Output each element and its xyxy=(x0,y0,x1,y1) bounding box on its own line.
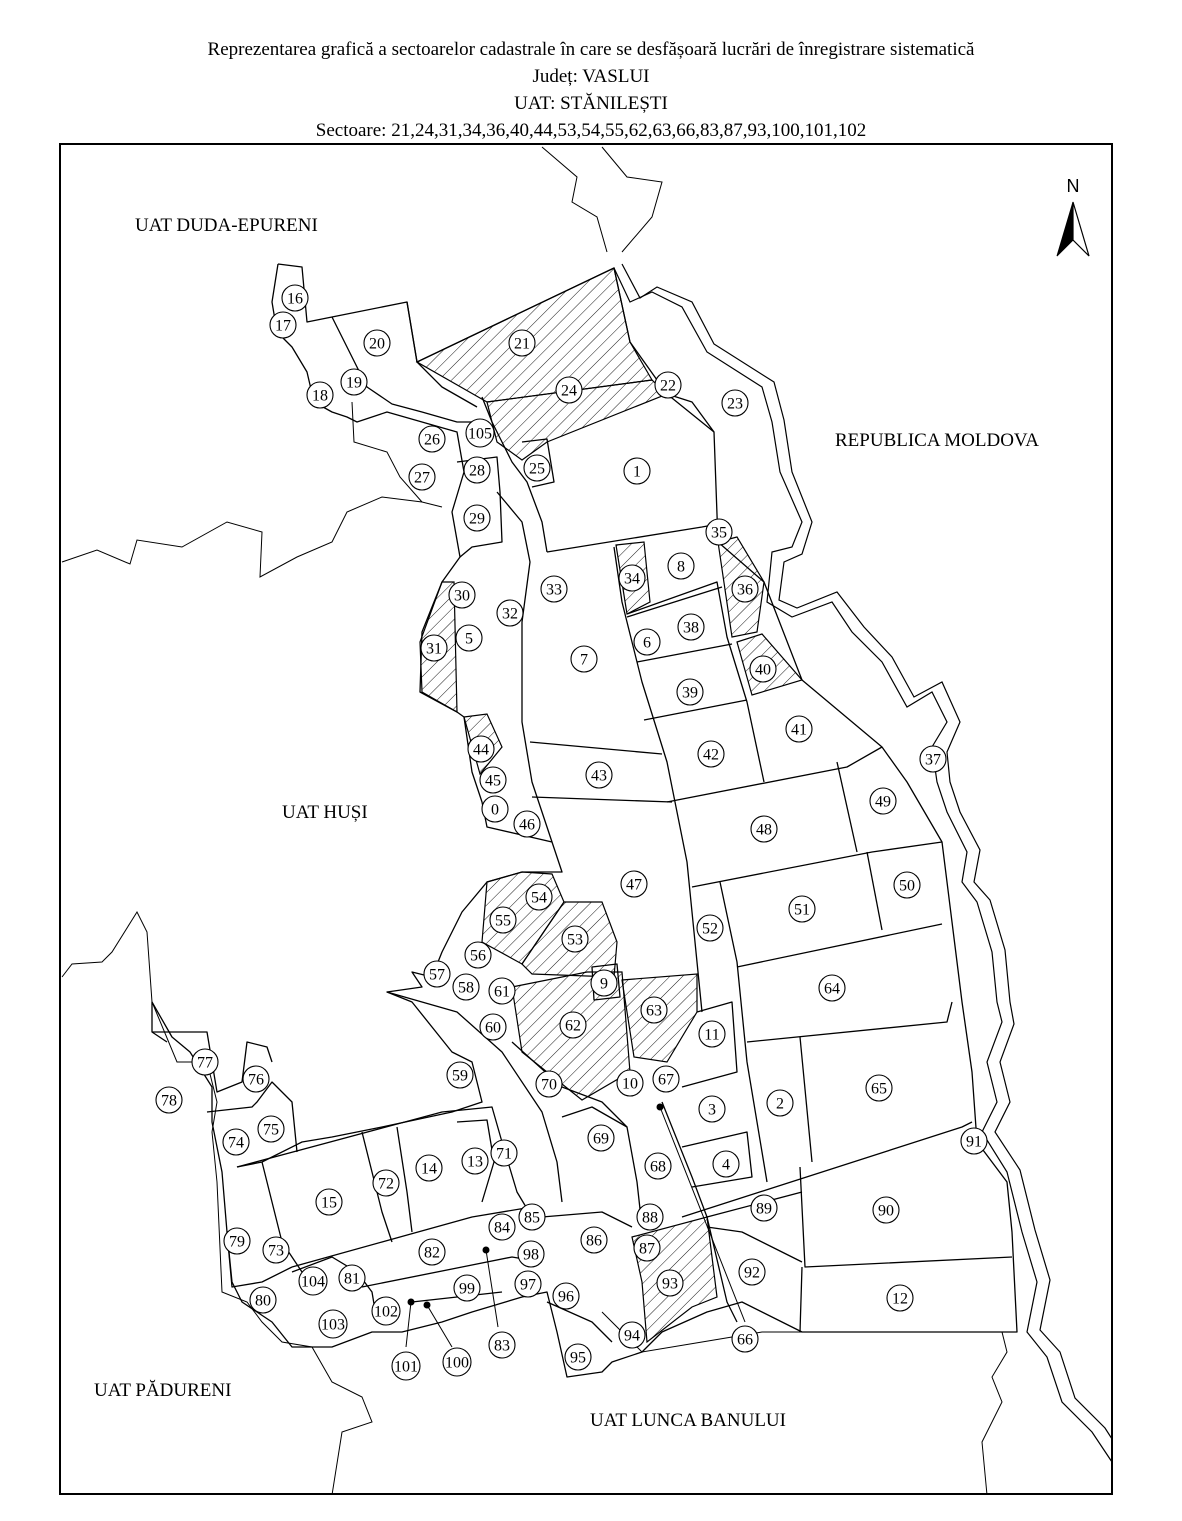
north-arrow-right-icon xyxy=(1073,202,1089,256)
sector-label-15 xyxy=(316,1189,342,1215)
sector-number-68: 68 xyxy=(650,1158,666,1176)
sector-label-91 xyxy=(961,1128,987,1154)
sector-label-16 xyxy=(282,285,308,311)
border-51-64 xyxy=(737,924,942,967)
sector-label-48 xyxy=(751,816,777,842)
sector-number-63: 63 xyxy=(646,1002,662,1020)
boundary-duda-epureni xyxy=(62,497,442,577)
sector-number-88: 88 xyxy=(642,1209,658,1227)
sector-label-99 xyxy=(454,1275,480,1301)
sector-number-38: 38 xyxy=(683,619,699,637)
sector-number-66: 66 xyxy=(737,1331,753,1349)
sector-label-96 xyxy=(553,1283,579,1309)
sector-number-31: 31 xyxy=(426,640,442,658)
sector-number-29: 29 xyxy=(469,510,485,528)
sector-number-94: 94 xyxy=(624,1327,640,1345)
sector-label-46 xyxy=(514,811,540,837)
sector-label-64 xyxy=(819,975,845,1001)
leader-100 xyxy=(427,1305,452,1347)
sector-label-47 xyxy=(621,871,647,897)
sector-number-105: 105 xyxy=(468,425,492,443)
sector-label-36 xyxy=(732,576,758,602)
sector-number-58: 58 xyxy=(458,979,474,997)
sector-label-95 xyxy=(565,1344,591,1370)
border-96-95 xyxy=(547,1302,612,1342)
sector-number-20: 20 xyxy=(369,335,385,353)
sector-number-64: 64 xyxy=(824,980,840,998)
sector-number-39: 39 xyxy=(682,684,698,702)
sector-number-91: 91 xyxy=(966,1133,982,1151)
sector-number-99: 99 xyxy=(459,1280,475,1298)
sector-label-13 xyxy=(462,1148,488,1174)
boundary-husi-south xyxy=(62,912,217,1132)
sector-label-42 xyxy=(698,741,724,767)
sector-number-4: 4 xyxy=(722,1156,730,1174)
north-arrow-left-icon xyxy=(1057,202,1073,256)
sector-number-22: 22 xyxy=(660,377,676,395)
marker-83-dot xyxy=(483,1247,490,1254)
sector-label-58 xyxy=(453,974,479,1000)
sector-number-80: 80 xyxy=(255,1292,271,1310)
sector-label-67 xyxy=(653,1066,679,1092)
sector-label-63 xyxy=(641,997,667,1023)
sector-number-33: 33 xyxy=(546,581,562,599)
sector-number-41: 41 xyxy=(791,721,807,739)
sector-label-103 xyxy=(319,1310,347,1338)
sector-label-100 xyxy=(443,1348,471,1376)
label-lunca-banului: UAT LUNCA BANULUI xyxy=(590,1410,786,1431)
sector-label-84 xyxy=(489,1214,515,1240)
sector-label-37 xyxy=(920,746,946,772)
sector-label-7 xyxy=(571,646,597,672)
sector-number-14: 14 xyxy=(421,1160,437,1178)
sector-label-89 xyxy=(751,1195,777,1221)
sector-number-51: 51 xyxy=(794,901,810,919)
sector-label-2 xyxy=(767,1090,793,1116)
sector-number-57: 57 xyxy=(429,966,445,984)
sector-label-44 xyxy=(468,736,494,762)
map-title-block xyxy=(0,36,1182,144)
sector-label-102 xyxy=(372,1297,400,1325)
sector-label-77 xyxy=(192,1049,218,1075)
sector-number-92: 92 xyxy=(744,1264,760,1282)
sector-number-79: 79 xyxy=(229,1233,245,1251)
sector-number-74: 74 xyxy=(228,1134,244,1152)
sector-label-49 xyxy=(870,788,896,814)
sector-number-1: 1 xyxy=(633,463,641,481)
border-12-west xyxy=(800,1267,802,1332)
sector-number-30: 30 xyxy=(454,587,470,605)
sector-number-0: 0 xyxy=(491,801,499,819)
sector-number-84: 84 xyxy=(494,1219,510,1237)
sector-label-17 xyxy=(270,312,296,338)
sector-label-27 xyxy=(409,464,435,490)
sector-number-76: 76 xyxy=(248,1071,264,1089)
sector-label-51 xyxy=(789,896,815,922)
sector-label-97 xyxy=(515,1271,541,1297)
sector-label-74 xyxy=(223,1129,249,1155)
sector-number-98: 98 xyxy=(523,1246,539,1264)
sector-label-76 xyxy=(243,1066,269,1092)
sector-label-30 xyxy=(449,582,475,608)
sector-label-14 xyxy=(416,1155,442,1181)
border-50 xyxy=(867,852,882,930)
sector-label-24 xyxy=(556,377,582,403)
sector-label-35 xyxy=(706,519,732,545)
label-padureni: UAT PĂDURENI xyxy=(94,1380,232,1401)
sector-label-6 xyxy=(634,629,660,655)
border-64-65 xyxy=(747,1002,952,1042)
sector-number-23: 23 xyxy=(727,395,743,413)
sector-label-18 xyxy=(307,382,333,408)
boundary-top-northeast xyxy=(602,147,662,252)
sector-number-72: 72 xyxy=(378,1175,394,1193)
sector-number-65: 65 xyxy=(871,1080,887,1098)
sector-number-89: 89 xyxy=(756,1200,772,1218)
sector-label-93 xyxy=(657,1270,683,1296)
sector-number-17: 17 xyxy=(275,317,291,335)
sector-label-28 xyxy=(464,457,490,483)
sector-number-25: 25 xyxy=(529,460,545,478)
sector-number-44: 44 xyxy=(473,741,489,759)
sector-number-55: 55 xyxy=(495,912,511,930)
sector-number-47: 47 xyxy=(626,876,642,894)
marker-101-dot xyxy=(408,1299,415,1306)
sector-label-61 xyxy=(489,978,515,1004)
sector-label-62 xyxy=(560,1012,586,1038)
sector-number-28: 28 xyxy=(469,462,485,480)
label-duda-epureni: UAT DUDA-EPURENI xyxy=(135,215,318,236)
sector-label-104 xyxy=(299,1267,327,1295)
sector-number-85: 85 xyxy=(524,1209,540,1227)
label-republica-moldova: REPUBLICA MOLDOVA xyxy=(835,430,1039,451)
sector-label-101 xyxy=(392,1352,420,1380)
sector-number-2: 2 xyxy=(776,1095,784,1113)
sector-label-41 xyxy=(786,716,812,742)
sector-number-54: 54 xyxy=(531,889,547,907)
sector-number-49: 49 xyxy=(875,793,891,811)
sector-number-3: 3 xyxy=(708,1101,716,1119)
sector-label-22 xyxy=(655,372,681,398)
sector-label-5 xyxy=(456,625,482,651)
sector-label-59 xyxy=(447,1062,473,1088)
sector-number-69: 69 xyxy=(593,1130,609,1148)
sector-number-60: 60 xyxy=(485,1019,501,1037)
sector-label-53 xyxy=(562,926,588,952)
sector-label-26 xyxy=(419,426,445,452)
title-line-1: Reprezentarea grafică a sectoarelor cadastrale în care se desfășoară lucrări de înregistrare sistematică xyxy=(207,39,975,60)
sector-number-96: 96 xyxy=(558,1288,574,1306)
sector-label-3 xyxy=(699,1096,725,1122)
sector-label-79 xyxy=(224,1228,250,1254)
sector-label-54 xyxy=(526,884,552,910)
sector-number-73: 73 xyxy=(268,1242,284,1260)
sector-number-104: 104 xyxy=(301,1273,325,1291)
sector-number-8: 8 xyxy=(677,558,685,576)
sector-label-65 xyxy=(866,1075,892,1101)
sector-number-48: 48 xyxy=(756,821,772,839)
sector-number-7: 7 xyxy=(580,651,588,669)
sector-number-45: 45 xyxy=(485,772,501,790)
sector-number-75: 75 xyxy=(263,1121,279,1139)
sector-label-34 xyxy=(619,565,645,591)
sector-label-32 xyxy=(497,600,523,626)
sector-label-81 xyxy=(339,1265,365,1291)
sector-label-31 xyxy=(421,635,447,661)
sector-number-61: 61 xyxy=(494,983,510,1001)
sector-number-78: 78 xyxy=(161,1092,177,1110)
sector-number-56: 56 xyxy=(470,947,486,965)
sector-number-13: 13 xyxy=(467,1153,483,1171)
sector-label-9 xyxy=(591,970,617,996)
sector-number-70: 70 xyxy=(541,1076,557,1094)
sector-number-50: 50 xyxy=(899,877,915,895)
border-43-47 xyxy=(532,797,672,802)
sector-label-82 xyxy=(419,1239,445,1265)
sector-number-81: 81 xyxy=(344,1270,360,1288)
sector-number-53: 53 xyxy=(567,931,583,949)
sector-label-68 xyxy=(645,1153,671,1179)
north-arrow-letter: N xyxy=(1066,176,1080,196)
sector-label-72 xyxy=(373,1170,399,1196)
marker-100-dot xyxy=(424,1302,431,1309)
boundary-west-north xyxy=(352,402,422,502)
sector-label-70 xyxy=(536,1071,562,1097)
sector-number-82: 82 xyxy=(424,1244,440,1262)
sector-number-59: 59 xyxy=(452,1067,468,1085)
sector-label-55 xyxy=(490,907,516,933)
sector-number-83: 83 xyxy=(494,1337,510,1355)
sector-label-43 xyxy=(586,762,612,788)
border-72-east xyxy=(397,1127,412,1232)
sector-label-78 xyxy=(156,1087,182,1113)
sector-number-32: 32 xyxy=(502,605,518,623)
sector-label-4 xyxy=(713,1151,739,1177)
sector-number-24: 24 xyxy=(561,382,577,400)
sector-label-56 xyxy=(465,942,491,968)
sector-number-12: 12 xyxy=(892,1290,908,1308)
sector-number-21: 21 xyxy=(514,335,530,353)
border-2-65 xyxy=(800,1037,812,1162)
sector-label-19 xyxy=(341,369,367,395)
sector-number-52: 52 xyxy=(702,920,718,938)
border-74-75 xyxy=(207,1082,297,1152)
sector-number-100: 100 xyxy=(445,1354,469,1372)
sector-number-6: 6 xyxy=(643,634,651,652)
sector-number-9: 9 xyxy=(600,975,608,993)
sector-label-75 xyxy=(258,1116,284,1142)
sector-label-94 xyxy=(619,1322,645,1348)
sector-label-73 xyxy=(263,1237,289,1263)
title-line-3: UAT: STĂNILEȘTI xyxy=(514,93,668,114)
sector-label-20 xyxy=(364,330,390,356)
sector-label-1 xyxy=(624,458,650,484)
sector-label-0 xyxy=(482,796,508,822)
border-48-49 xyxy=(837,762,857,852)
sector-label-11 xyxy=(699,1021,725,1047)
sector-label-52 xyxy=(697,915,723,941)
sector-label-29 xyxy=(464,505,490,531)
sector-number-90: 90 xyxy=(878,1202,894,1220)
sector-number-87: 87 xyxy=(639,1240,655,1258)
sector-number-102: 102 xyxy=(374,1303,398,1321)
boundary-pad-east xyxy=(212,1132,372,1495)
sector-number-19: 19 xyxy=(346,374,362,392)
sector-number-93: 93 xyxy=(662,1275,678,1293)
border-86 xyxy=(542,1212,632,1227)
sector-label-38 xyxy=(678,614,704,640)
sector-label-92 xyxy=(739,1259,765,1285)
title-line-2: Județ: VASLUI xyxy=(532,66,650,87)
sector-number-67: 67 xyxy=(658,1071,674,1089)
sector-label-21 xyxy=(509,330,535,356)
sector-number-18: 18 xyxy=(312,387,328,405)
sector-label-23 xyxy=(722,390,748,416)
north-arrow xyxy=(1057,176,1089,256)
cadastral-map xyxy=(61,145,1113,1495)
sector-number-71: 71 xyxy=(496,1145,512,1163)
sector-label-60 xyxy=(480,1014,506,1040)
sector-number-42: 42 xyxy=(703,746,719,764)
sector-number-40: 40 xyxy=(755,661,771,679)
sector-label-105 xyxy=(466,419,494,447)
label-husi: UAT HUȘI xyxy=(282,802,368,823)
border-32-west xyxy=(497,492,552,842)
map-frame xyxy=(59,143,1113,1495)
sector-number-37: 37 xyxy=(925,751,941,769)
sector-label-50 xyxy=(894,872,920,898)
sector-number-10: 10 xyxy=(622,1075,638,1093)
sector-number-43: 43 xyxy=(591,767,607,785)
sector-label-57 xyxy=(424,961,450,987)
sector-number-34: 34 xyxy=(624,570,640,588)
sector-number-46: 46 xyxy=(519,816,535,834)
sector-label-25 xyxy=(524,455,550,481)
sector-number-95: 95 xyxy=(570,1349,586,1367)
sector-label-71 xyxy=(491,1140,517,1166)
sector-number-15: 15 xyxy=(321,1194,337,1212)
sector-label-98 xyxy=(518,1241,544,1267)
leader-101 xyxy=(406,1302,411,1347)
border-7-43 xyxy=(530,742,662,754)
sector-label-80 xyxy=(250,1287,276,1313)
sector-label-8 xyxy=(668,553,694,579)
sector-label-86 xyxy=(581,1227,607,1253)
sector-label-39 xyxy=(677,679,703,705)
sector-area-21 xyxy=(417,268,652,402)
sector-label-69 xyxy=(588,1125,614,1151)
sector-label-45 xyxy=(480,767,506,793)
sector-number-35: 35 xyxy=(711,524,727,542)
sector-number-11: 11 xyxy=(704,1026,720,1044)
sector-label-12 xyxy=(887,1285,913,1311)
sector-number-62: 62 xyxy=(565,1017,581,1035)
sector-label-66 xyxy=(732,1326,758,1352)
border-92-93 xyxy=(707,1227,802,1262)
sector-number-16: 16 xyxy=(287,290,303,308)
sector-label-88 xyxy=(637,1204,663,1230)
boundary-top-north xyxy=(542,147,607,252)
marker-66-dot xyxy=(657,1104,664,1111)
sector-label-85 xyxy=(519,1204,545,1230)
border-90-12 xyxy=(800,1167,1012,1267)
sector-label-40 xyxy=(750,656,776,682)
sector-number-27: 27 xyxy=(414,469,430,487)
sector-label-87 xyxy=(634,1235,660,1261)
sector-number-5: 5 xyxy=(465,630,473,648)
sector-label-90 xyxy=(873,1197,899,1223)
sector-number-97: 97 xyxy=(520,1276,536,1294)
sector-label-83 xyxy=(489,1332,515,1358)
sector-number-77: 77 xyxy=(197,1054,213,1072)
sector-label-33 xyxy=(541,576,567,602)
boundary-lunca-banului xyxy=(602,1312,1007,1495)
title-line-4: Sectoare: 21,24,31,34,36,40,44,53,54,55,62,63,66,83,87,93,100,101,102 xyxy=(315,120,867,141)
sector-label-10 xyxy=(617,1070,643,1096)
sector-number-86: 86 xyxy=(586,1232,602,1250)
sector-number-101: 101 xyxy=(394,1358,418,1376)
sector-number-26: 26 xyxy=(424,431,440,449)
sector-number-36: 36 xyxy=(737,581,753,599)
sector-number-103: 103 xyxy=(321,1316,345,1334)
